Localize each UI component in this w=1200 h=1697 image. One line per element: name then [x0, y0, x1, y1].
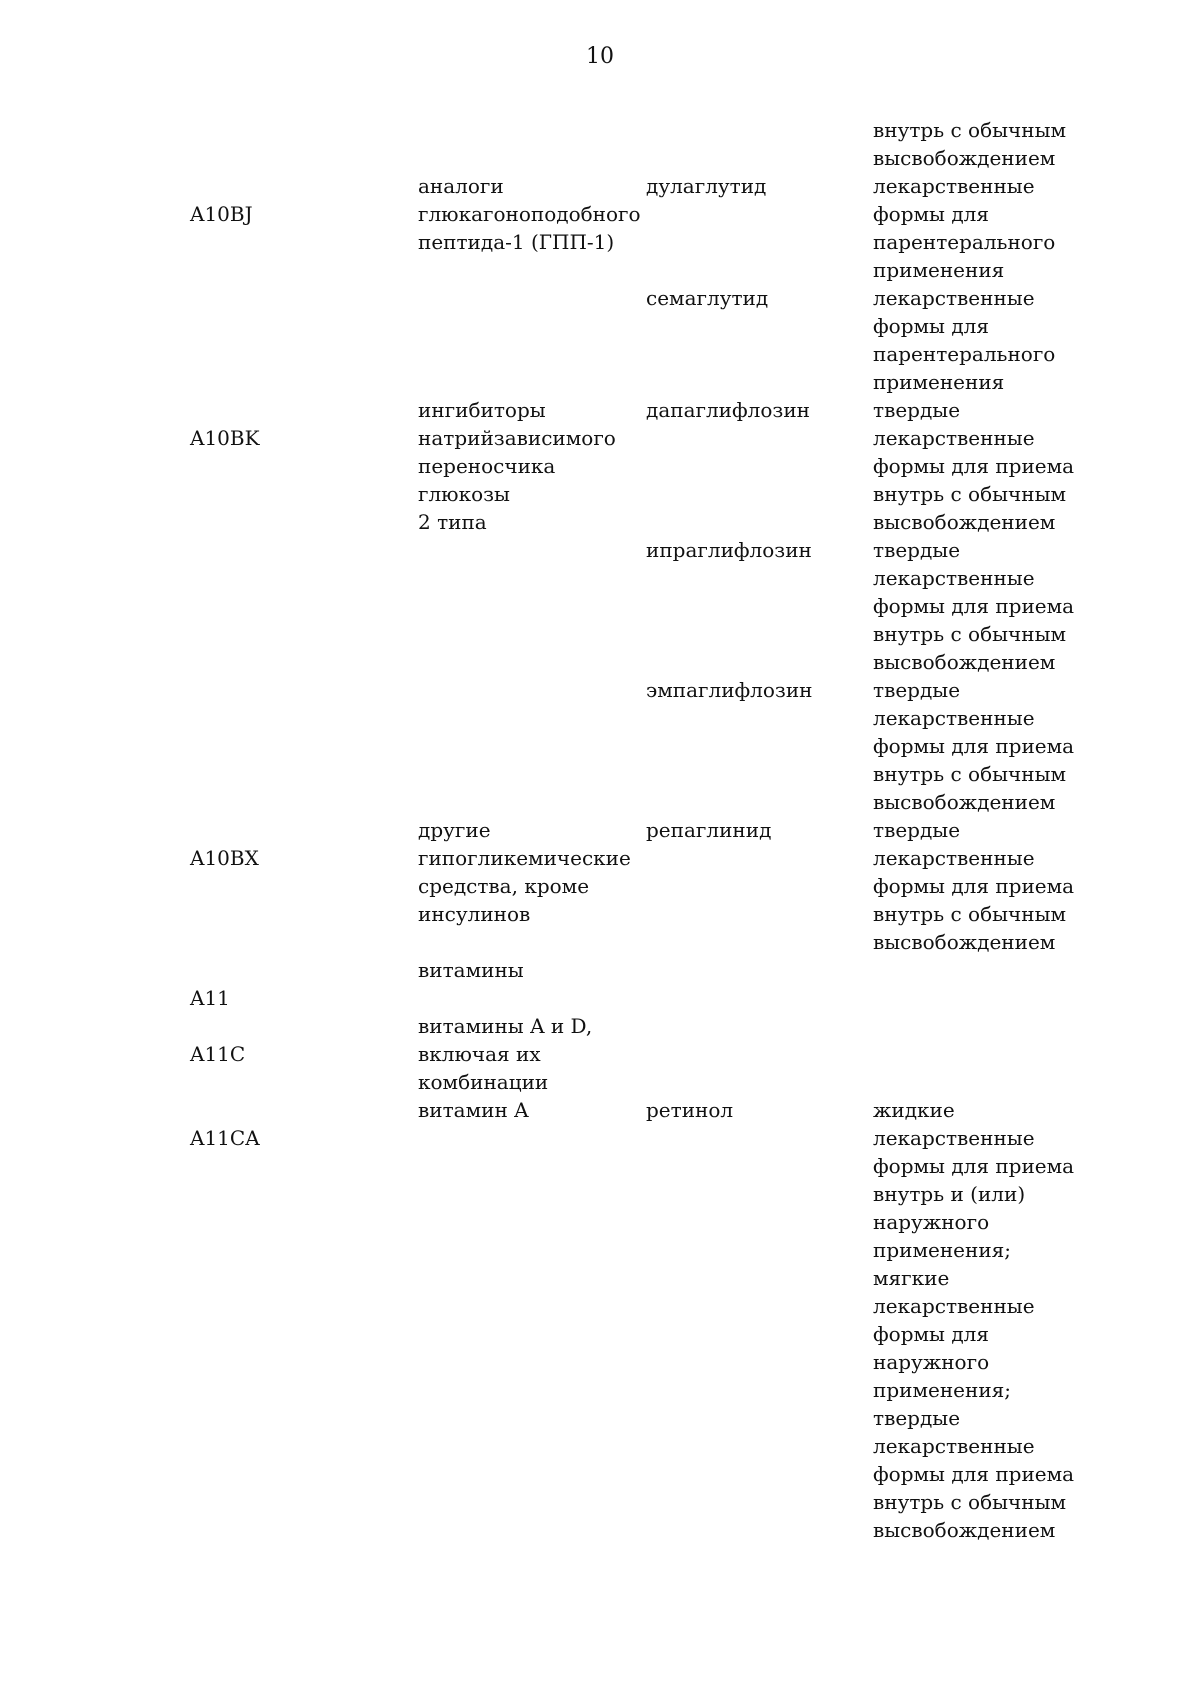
- drug-name: семаглутид: [646, 286, 769, 310]
- dosage-form: лекарственные формы для парентерального применения: [873, 286, 1056, 394]
- page-number: 10: [586, 44, 614, 69]
- dosage-form: внутрь с обычным высвобождением: [873, 118, 1067, 170]
- drug-name: репаглинид: [646, 818, 772, 842]
- dosage-form: твердые лекарственные формы для приема внутрь с обычным высвобождением: [873, 398, 1075, 534]
- pharmacological-group: витамины A и D, включая их комбинации: [418, 1014, 593, 1094]
- dosage-form: лекарственные формы для парентерального применения: [873, 174, 1056, 282]
- table-row: [0, 396, 1200, 536]
- pharmacological-group: ингибиторы натрийзависимого переносчика глюкозы 2 типа: [418, 398, 616, 534]
- atc-code: A10BX: [190, 846, 259, 870]
- drug-name: дулаглутид: [646, 174, 767, 198]
- pharmacological-group: другие гипогликемические средства, кроме инсулинов: [418, 818, 631, 926]
- dosage-form: жидкие лекарственные формы для приема внутрь и (или) наружного применения; мягкие лекарственные формы для наружного применения; твердые лекарственные формы для приема внутрь с обычным высвобождением: [873, 1098, 1075, 1542]
- drug-name: ипраглифлозин: [646, 538, 812, 562]
- pharmacological-group: витамины: [418, 958, 524, 982]
- table-row: [0, 956, 1200, 1012]
- table-row: [0, 676, 1200, 816]
- pharmacological-group: витамин A: [418, 1098, 529, 1122]
- table-row: [0, 1096, 1200, 1544]
- dosage-form: твердые лекарственные формы для приема внутрь с обычным высвобождением: [873, 678, 1075, 814]
- table-row: [0, 536, 1200, 676]
- atc-code: A11C: [190, 1042, 246, 1066]
- atc-code: A11CA: [190, 1126, 260, 1150]
- drug-name: эмпаглифлозин: [646, 678, 813, 702]
- atc-code: A10BK: [190, 426, 260, 450]
- table-row: [0, 1012, 1200, 1096]
- pharmacological-group: аналоги глюкагоноподобного пептида-1 (ГПП-1): [418, 174, 641, 254]
- atc-code: A10BJ: [190, 202, 253, 226]
- drug-name: дапаглифлозин: [646, 398, 810, 422]
- dosage-form: твердые лекарственные формы для приема внутрь с обычным высвобождением: [873, 818, 1075, 954]
- dosage-form: твердые лекарственные формы для приема внутрь с обычным высвобождением: [873, 538, 1075, 674]
- atc-code: A11: [190, 986, 230, 1010]
- drug-name: ретинол: [646, 1098, 734, 1122]
- table-row: [0, 816, 1200, 956]
- table-row: [0, 284, 1200, 396]
- table-row: [0, 116, 1200, 172]
- drug-classification-table: [0, 116, 1200, 1544]
- table-row: [0, 172, 1200, 284]
